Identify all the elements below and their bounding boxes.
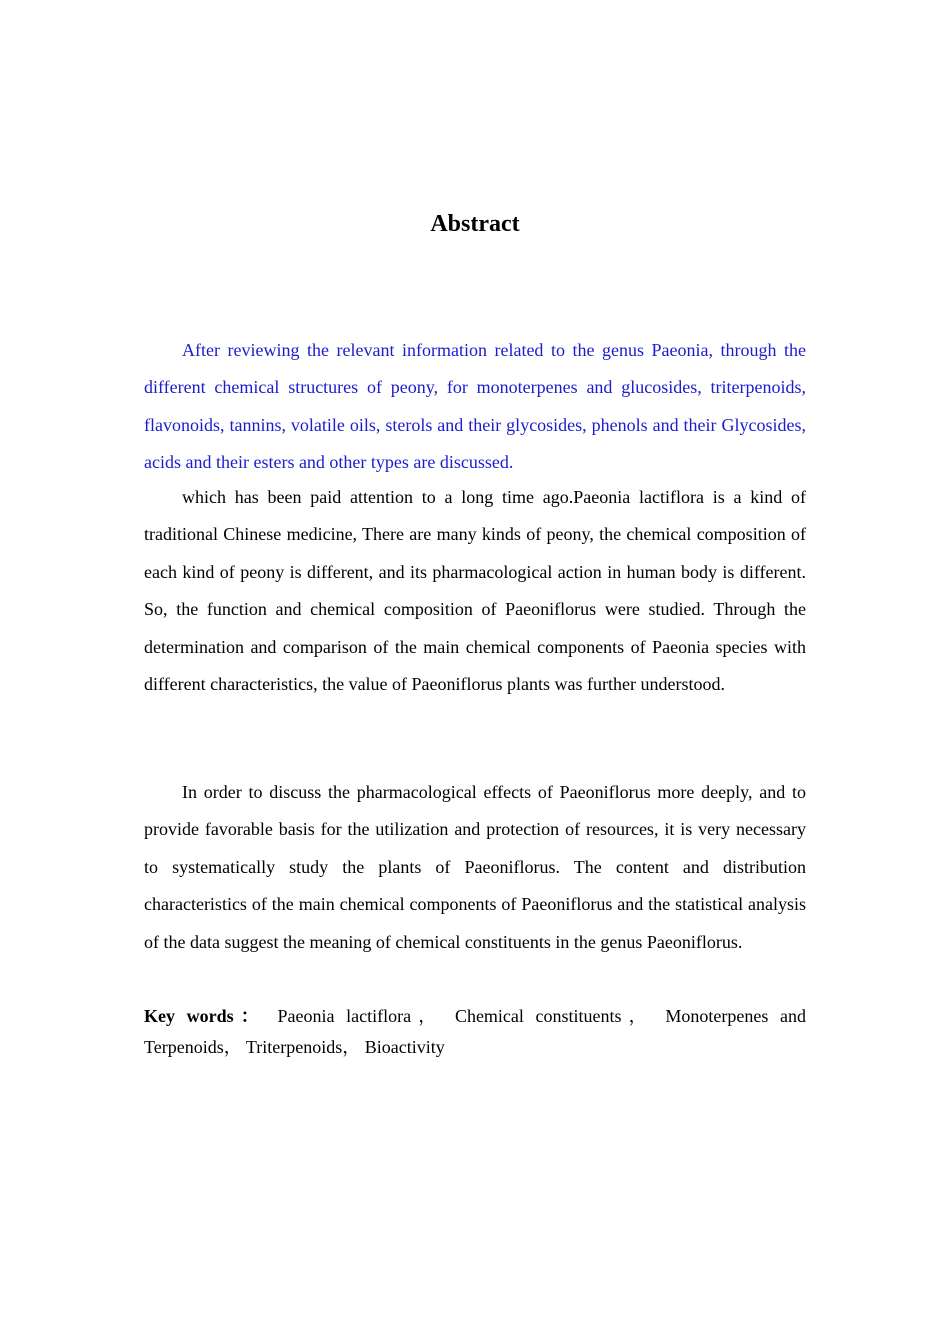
keywords-line: [144, 1001, 806, 1063]
keywords-text: Paeonia lactiflora， Chemical constituents， Monoterpenes and Terpenoids， Triterpenoids， Bioactivity: [144, 1006, 806, 1057]
abstract-paragraph-1: After reviewing the relevant information related to the genus Paeonia, through the different chemical structures of peony, for monoterpenes and glucosides, triterpenoids, flavonoids, tannins, volatile oils, sterols and their glycosides, phenols and their Glycosides, acids and their esters and other types are discussed.: [144, 340, 806, 473]
abstract-title: Abstract: [430, 211, 520, 237]
abstract-paragraph-2: which has been paid attention to a long time ago.Paeonia lactiflora is a kind of traditional Chinese medicine, There are many kinds of peony, the chemical composition of each kind of peony is different, and its pharmacological action in human body is different. So, the function and chemical composition of Paeoniflorus were studied. Through the determination and comparison of the main chemical components of Paeonia species with different characteristics, the value of Paeoniflorus plants was further understood.: [144, 487, 806, 695]
abstract-paragraph-3: In order to discuss the pharmacological effects of Paeoniflorus more deeply, and to provide favorable basis for the utilization and protection of resources, it is very necessary to systematically study the plants of Paeoniflorus. The content and distribution characteristics of the main chemical components of Paeoniflorus and the statistical analysis of the data suggest the meaning of chemical constituents in the genus Paeoniflorus.: [144, 782, 806, 952]
keywords-label: Key words：: [144, 1006, 266, 1026]
